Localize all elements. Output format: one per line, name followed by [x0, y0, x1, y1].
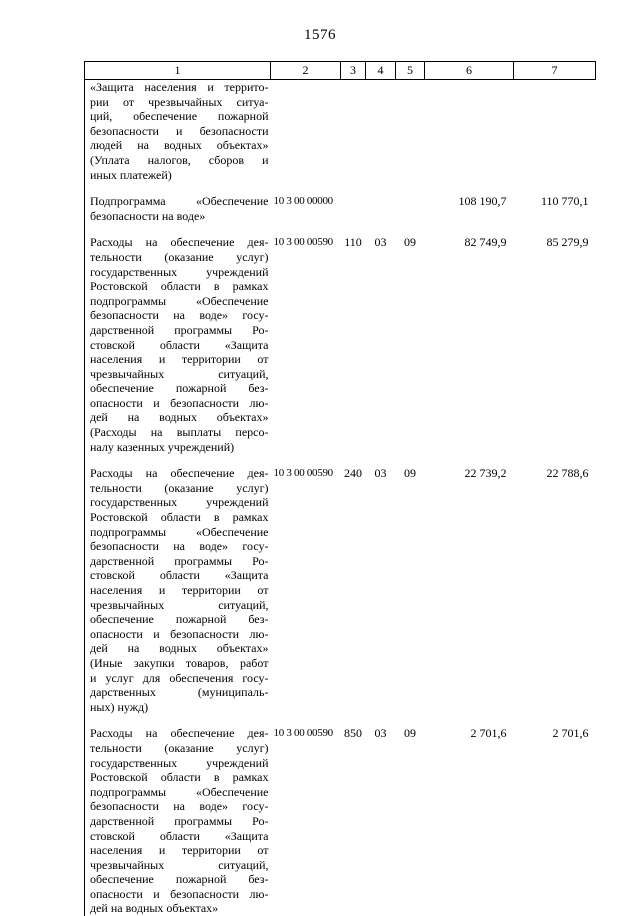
description-line: чрезвычайных ситуаций, [90, 598, 269, 613]
description-line: людей на водных объектах» [90, 138, 269, 153]
item-description-cell [85, 466, 271, 714]
code-cell: 10 3 00 00000 [271, 194, 341, 223]
table-row [85, 466, 596, 714]
description-line: стовской области «Защита [90, 829, 269, 844]
spacer-cell [85, 454, 271, 466]
description-line: Подпрограмма «Обеспечение [90, 194, 269, 209]
code-cell [271, 80, 341, 183]
description-line: обеспечение пожарной без- [90, 381, 269, 396]
subsection-cell: 09 [396, 466, 425, 714]
amount-year1-cell: 82 749,9 [425, 235, 514, 454]
description-line: дарственной программы Ро- [90, 323, 269, 338]
row-spacer [85, 223, 596, 235]
code-cell: 10 3 00 00590 [271, 466, 341, 714]
spacer-cell [271, 454, 596, 466]
amount-year2-cell: 22 788,6 [514, 466, 596, 714]
section-cell: 03 [366, 235, 396, 454]
description-line: подпрограммы «Обеспечение [90, 525, 269, 540]
amount-year1-cell [425, 80, 514, 183]
description-line: населения и территории от [90, 843, 269, 858]
item-description-cell [85, 80, 271, 183]
description-line: Ростовской области в рамках [90, 770, 269, 785]
description-line: опасности и безопасности лю- [90, 627, 269, 642]
description-line: Расходы на обеспечение дея- [90, 466, 269, 481]
description-line: безопасности и безопасности [90, 124, 269, 139]
table-body [85, 80, 596, 916]
amount-year2-cell: 85 279,9 [514, 235, 596, 454]
description-line: обеспечение пожарной без- [90, 872, 269, 887]
subsection-cell: 09 [396, 726, 425, 916]
section-cell [366, 80, 396, 183]
code-cell: 10 3 00 00590 [271, 235, 341, 454]
description-line: безопасности на воде» госу- [90, 799, 269, 814]
description-line: чрезвычайных ситуаций, [90, 858, 269, 873]
description-line: (Иные закупки товаров, работ [90, 656, 269, 671]
description-line: государственных учреждений [90, 265, 269, 280]
expense-type-cell: 240 [341, 466, 366, 714]
description-line: стовской области «Защита [90, 338, 269, 353]
spacer-cell [85, 182, 271, 194]
description-line: дарственных (муниципаль- [90, 685, 269, 700]
row-spacer [85, 454, 596, 466]
spacer-cell [85, 223, 271, 235]
header-cell-1: 1 [85, 62, 271, 80]
amount-year2-cell [514, 80, 596, 183]
description-line: обеспечение пожарной без- [90, 612, 269, 627]
section-cell: 03 [366, 726, 396, 916]
description-line: государственных учреждений [90, 756, 269, 771]
item-description-cell [85, 726, 271, 916]
description-line: подпрограммы «Обеспечение [90, 785, 269, 800]
description-line: подпрограммы «Обеспечение [90, 294, 269, 309]
description-line: ций, обеспечение пожарной [90, 109, 269, 124]
description-line: безопасности на воде» госу- [90, 539, 269, 554]
description-line: чрезвычайных ситуаций, [90, 367, 269, 382]
description-line: и услуг для обеспечения госу- [90, 671, 269, 686]
description-line: дарственной программы Ро- [90, 554, 269, 569]
description-line: дей на водных объектах» [90, 641, 269, 656]
description-line: ных) нужд) [90, 700, 269, 715]
table-header-row [85, 62, 596, 80]
table-row [85, 194, 596, 223]
expense-type-cell [341, 194, 366, 223]
description-line: стовской области «Защита [90, 568, 269, 583]
section-cell: 03 [366, 466, 396, 714]
header-cell-2: 2 [271, 62, 341, 80]
description-line: Расходы на обеспечение дея- [90, 726, 269, 741]
spacer-cell [271, 714, 596, 726]
description-line: «Защита населения и террито- [90, 80, 269, 95]
table-row [85, 235, 596, 454]
description-line: тельности (оказание услуг) [90, 741, 269, 756]
item-description-cell [85, 235, 271, 454]
description-line: Расходы на обеспечение дея- [90, 235, 269, 250]
header-cell-7: 7 [514, 62, 596, 80]
description-line: (Уплата налогов, сборов и [90, 153, 269, 168]
description-line: опасности и безопасности лю- [90, 396, 269, 411]
budget-table [84, 61, 596, 916]
description-line: государственных учреждений [90, 495, 269, 510]
expense-type-cell [341, 80, 366, 183]
description-line: дей на водных объектах» [90, 901, 269, 916]
description-line: Ростовской области в рамках [90, 510, 269, 525]
amount-year2-cell: 2 701,6 [514, 726, 596, 916]
subsection-cell: 09 [396, 235, 425, 454]
description-line: населения и территории от [90, 352, 269, 367]
section-cell [366, 194, 396, 223]
description-line: рии от чрезвычайных ситуа- [90, 95, 269, 110]
description-line: безопасности на воде» госу- [90, 308, 269, 323]
description-line: тельности (оказание услуг) [90, 481, 269, 496]
amount-year1-cell: 2 701,6 [425, 726, 514, 916]
subsection-cell [396, 194, 425, 223]
description-line: тельности (оказание услуг) [90, 250, 269, 265]
row-spacer [85, 714, 596, 726]
item-description-cell [85, 194, 271, 223]
description-line: (Расходы на выплаты персо- [90, 425, 269, 440]
spacer-cell [85, 714, 271, 726]
expense-type-cell: 110 [341, 235, 366, 454]
description-line: опасности и безопасности лю- [90, 887, 269, 902]
code-cell: 10 3 00 00590 [271, 726, 341, 916]
amount-year2-cell: 110 770,1 [514, 194, 596, 223]
table-row [85, 726, 596, 916]
description-line: безопасности на воде» [90, 209, 269, 224]
header-cell-4: 4 [366, 62, 396, 80]
spacer-cell [271, 182, 596, 194]
description-line: дарственной программы Ро- [90, 814, 269, 829]
spacer-cell [271, 223, 596, 235]
amount-year1-cell: 108 190,7 [425, 194, 514, 223]
row-spacer [85, 182, 596, 194]
amount-year1-cell: 22 739,2 [425, 466, 514, 714]
description-line: Ростовской области в рамках [90, 279, 269, 294]
subsection-cell [396, 80, 425, 183]
header-cell-3: 3 [341, 62, 366, 80]
description-line: населения и территории от [90, 583, 269, 598]
expense-type-cell: 850 [341, 726, 366, 916]
header-cell-6: 6 [425, 62, 514, 80]
page-number: 1576 [0, 27, 640, 44]
description-line: иных платежей) [90, 168, 269, 183]
header-cell-5: 5 [396, 62, 425, 80]
description-line: налу казенных учреждений) [90, 440, 269, 455]
description-line: дей на водных объектах» [90, 410, 269, 425]
table-row [85, 80, 596, 183]
